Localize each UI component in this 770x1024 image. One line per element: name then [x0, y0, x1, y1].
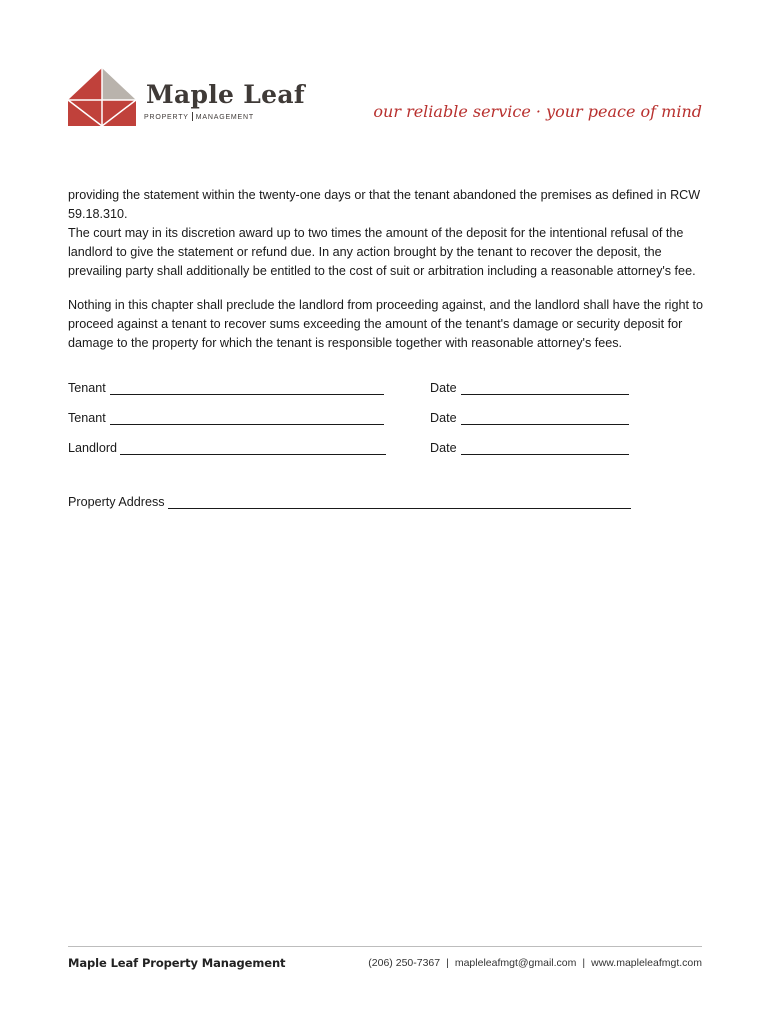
- footer-website[interactable]: www.mapleleafmgt.com: [591, 957, 702, 969]
- tenant-signature-row-1: [68, 381, 708, 399]
- brand-subtitle: [144, 112, 254, 121]
- footer-separator-1: |: [446, 957, 449, 969]
- brand-divider: [192, 112, 193, 121]
- footer-separator-2: |: [582, 957, 586, 969]
- tenant-signature-row-2: [68, 411, 708, 429]
- footer-email[interactable]: mapleleafmgt@gmail.com: [454, 957, 577, 969]
- property-address-row: [68, 495, 708, 513]
- tenant-signature-line-2[interactable]: [110, 424, 384, 425]
- landlord-signature-line[interactable]: [120, 454, 386, 455]
- date-label-2: Date: [430, 411, 457, 425]
- brand-name: Maple Leaf: [146, 80, 305, 109]
- document-body: [68, 186, 708, 353]
- house-logo-icon: [66, 66, 138, 128]
- paragraph-1-line-1: providing the statement within the twenty-one days or that the tenant abandoned the premises as defined in RCW: [68, 188, 701, 202]
- date-label-3: Date: [430, 441, 457, 455]
- tenant-signature-line-1[interactable]: [110, 394, 384, 395]
- tagline: our reliable service · your peace of mind: [373, 102, 702, 121]
- paragraph-3: Nothing in this chapter shall preclude the landlord from proceeding against, and the landlord shall have the right to proceed against a tenant to recover sums exceeding the amount of the tenant's damage or security deposit for damage to the property for which the tenant is responsible together with reasonable attorney's fees.: [68, 298, 703, 350]
- date-line-2[interactable]: [461, 424, 629, 425]
- footer-divider: [68, 946, 702, 947]
- paragraph-1-line-2: 59.18.310.: [68, 207, 128, 221]
- tenant-label-2: Tenant: [68, 411, 106, 425]
- company-logo: [66, 66, 305, 132]
- property-address-line[interactable]: [168, 508, 631, 509]
- footer-contact: [368, 957, 702, 969]
- footer-company-name: Maple Leaf Property Management: [68, 956, 286, 970]
- date-line-3[interactable]: [461, 454, 629, 455]
- brand-sub-left: PROPERTY: [144, 114, 189, 121]
- paragraph-2: The court may in its discretion award up to two times the amount of the deposit for the intentional refusal of the landlord to give the statement or refund due. In any action brought by the tenant to recover the deposit, the prevailing party shall additionally be entitled to the cost of suit or arbitration including a reasonable attorney's fee.: [68, 226, 696, 278]
- brand-sub-right: MANAGEMENT: [195, 114, 254, 121]
- footer-phone: (206) 250-7367: [368, 957, 441, 969]
- date-line-1[interactable]: [461, 394, 629, 395]
- landlord-signature-row: [68, 441, 708, 459]
- tenant-label-1: Tenant: [68, 381, 106, 395]
- date-label-1: Date: [430, 381, 457, 395]
- property-address-label: Property Address: [68, 495, 165, 509]
- landlord-label: Landlord: [68, 441, 118, 455]
